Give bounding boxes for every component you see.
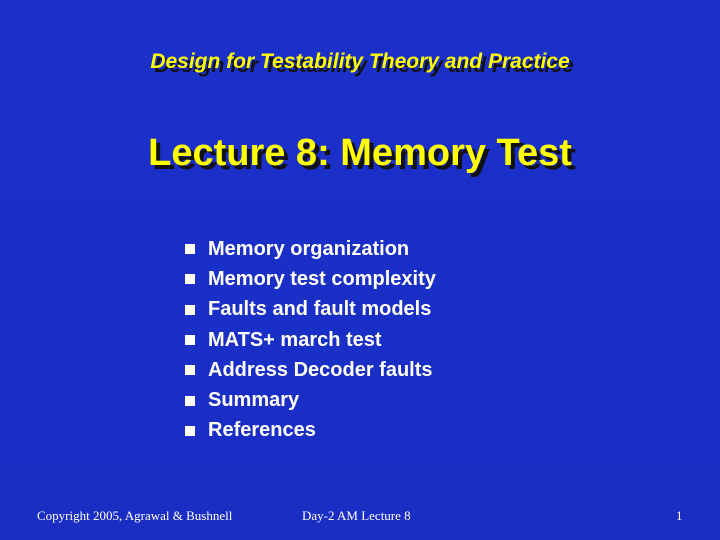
square-bullet-icon bbox=[185, 335, 195, 345]
square-bullet-icon bbox=[185, 244, 195, 254]
square-bullet-icon bbox=[185, 305, 195, 315]
footer-page-number: 1 bbox=[676, 508, 683, 523]
bullet-list bbox=[185, 234, 436, 446]
square-bullet-icon bbox=[185, 274, 195, 284]
bullet-item bbox=[185, 355, 436, 385]
bullet-text: Address Decoder faults bbox=[208, 358, 433, 381]
bullet-item bbox=[185, 295, 436, 325]
bullet-item bbox=[185, 325, 436, 355]
bullet-text: References bbox=[208, 419, 316, 442]
bullet-item bbox=[185, 264, 436, 294]
bullet-text: Faults and fault models bbox=[208, 298, 432, 321]
bullet-item bbox=[185, 385, 436, 415]
footer-lecture-label: Day-2 AM Lecture 8 bbox=[302, 508, 411, 523]
course-title: Design for Testability Theory and Practice bbox=[150, 50, 570, 73]
bullet-text: Summary bbox=[208, 389, 300, 412]
bullet-text: Memory organization bbox=[208, 237, 410, 260]
footer-copyright: Copyright 2005, Agrawal & Bushnell bbox=[37, 508, 233, 523]
bullet-text: Memory test complexity bbox=[208, 267, 436, 290]
lecture-title: Lecture 8: Memory Test bbox=[148, 132, 572, 174]
square-bullet-icon bbox=[185, 365, 195, 375]
bullet-item bbox=[185, 416, 436, 446]
square-bullet-icon bbox=[185, 426, 195, 436]
bullet-text: MATS+ march test bbox=[208, 328, 382, 351]
bullet-item bbox=[185, 234, 436, 264]
square-bullet-icon bbox=[185, 396, 195, 406]
